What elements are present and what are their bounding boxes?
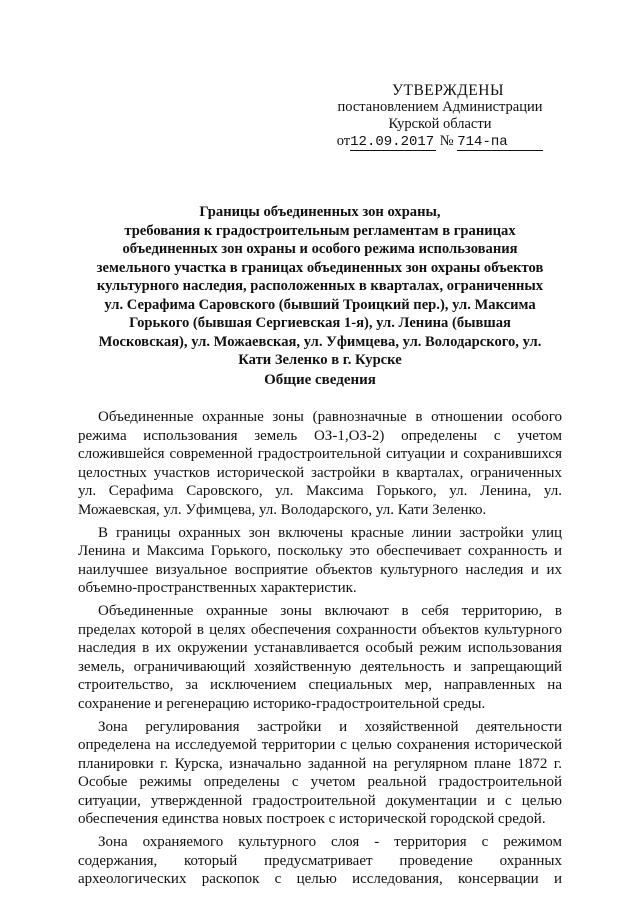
paragraph-line: земель, ограничивающий хозяйственную деятельность и запрещающий xyxy=(78,658,562,675)
paragraph-line: Зона регулирования застройки и хозяйственной деятельности xyxy=(98,718,562,735)
title-line: Границы объединенных зон охраны, xyxy=(199,204,441,220)
paragraph-line: Особые режимы определены с учетом реальной градостроительной xyxy=(78,774,562,790)
paragraph-line: наследия в их окружении устанавливается особый режим использования xyxy=(78,640,562,656)
paragraph-line: Ленина и Максима Горького, поскольку это обеспечивает сохранность и xyxy=(78,543,562,559)
title-line: Московская), ул. Можаевская, ул. Уфимцева, ул. Володарского, ул. xyxy=(98,333,542,350)
paragraph-line: ул. Серафима Саровского, ул. Максима Горького, ул. Ленина, ул. xyxy=(78,483,562,499)
approval-line-2: Курской области xyxy=(388,116,492,132)
paragraph-line: сохранение и регенерацию историко-градостроительной среды. xyxy=(78,695,486,712)
paragraph-line: определена на исследуемой территории с целью сохранения исторической xyxy=(78,737,562,753)
date-prefix: от xyxy=(336,133,351,149)
paragraph-line: археологических раскопок с целью исследования, консервации и xyxy=(78,871,562,887)
paragraph-line: планировки г. Курска, изначально заданной на регулярном плане 1872 г. xyxy=(78,755,562,772)
section-title: Общие сведения xyxy=(264,372,376,388)
approval-heading: УТВЕРЖДЕНЫ xyxy=(392,82,504,99)
title-line: земельного участка в границах объединенных зон охраны объектов xyxy=(96,259,544,276)
paragraph-line: режима использования земель ОЗ-1,ОЗ-2) определены с учетом xyxy=(78,427,562,444)
title-line: Горького (бывшая Сергиевская 1-я), ул. Ленина (бывшая xyxy=(129,315,511,331)
paragraph-line: ситуации, утвержденной градостроительной документации и с целью xyxy=(78,792,562,809)
paragraph-line: наилучшее визуальное восприятие объектов культурного наследия и их xyxy=(78,561,562,578)
approval-block xyxy=(330,82,550,151)
paragraph xyxy=(78,408,562,519)
paragraph-line: объемно-пространственных характеристик. xyxy=(78,580,357,596)
paragraph-line: строительство, за исключением специальных мер, направленных на xyxy=(78,677,562,693)
paragraph-line: Объединенные охранные зоны включают в себя территорию, в xyxy=(98,603,562,619)
paragraph-line: Зона охраняемого культурного слоя - территория с режимом xyxy=(98,834,562,850)
title-line: ул. Серафима Саровского (бывший Троицкий пер.), ул. Максима xyxy=(104,296,536,313)
approval-line-1: постановлением Администрации xyxy=(337,99,543,115)
paragraph xyxy=(78,833,562,889)
paragraph xyxy=(78,718,562,829)
paragraph-line: Объединенные охранные зоны (равнозначные в отношении особого xyxy=(98,409,562,425)
title-line: объединенных зон охраны и особого режима использования xyxy=(122,241,518,257)
title-line: требования к градостроительным регламентам в границах xyxy=(124,222,516,239)
title-line: культурного наследия, расположенных в кварталах, ограниченных xyxy=(96,278,544,294)
approval-number: 714-па xyxy=(457,135,543,151)
paragraph-line: обеспечения единства новых построек с исторической городской средой. xyxy=(78,811,546,827)
document-body xyxy=(78,408,562,893)
paragraph-line: пределах которой в целях обеспечения сохранности объектов культурного xyxy=(78,621,562,638)
paragraph-line: Можаевская, ул. Уфимцева, ул. Володарского, ул. Кати Зеленко. xyxy=(78,501,487,518)
paragraph-line: целостных участков исторической застройки в кварталах, ограниченных xyxy=(78,464,562,481)
approval-date-number xyxy=(330,133,550,151)
paragraph xyxy=(78,524,562,598)
document-title xyxy=(70,203,570,370)
title-line: Кати Зеленко в г. Курске xyxy=(238,352,402,368)
number-prefix: № xyxy=(439,133,454,149)
paragraph-line: В границы охранных зон включены красные линии застройки улиц xyxy=(98,524,562,541)
approval-date: 12.09.2017 xyxy=(350,134,435,150)
paragraph-line: сложившейся современной градостроительной ситуации и сохранившихся xyxy=(78,446,562,462)
paragraph-line: содержания, который предусматривает проведение охранных xyxy=(78,852,562,869)
paragraph xyxy=(78,602,562,713)
